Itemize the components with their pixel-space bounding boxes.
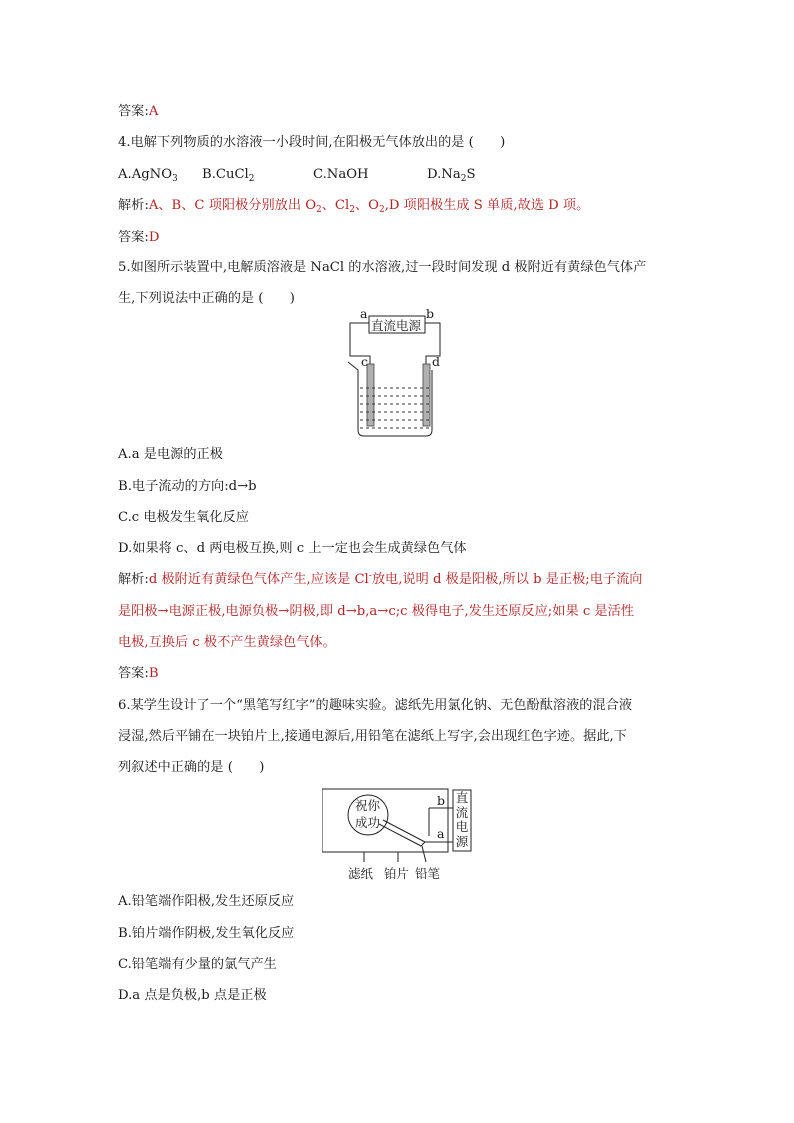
- q6-stem-line1: 6.某学生设计了一个“黑笔写红字”的趣味实验。滤纸先用氯化钠、无色酚酞溶液的混合液: [118, 698, 632, 713]
- electrode-c-label: c: [361, 354, 369, 369]
- q4-analysis: 解析:A、B、C 项阳极分别放出 $O_2$、$Cl_2$、$O_2,D$ 项阳极生成 S 单质,故选 D 项。: [118, 198, 590, 215]
- filter-paper-label: 滤纸: [348, 866, 374, 881]
- q5-stem-line1: 5.如图所示装置中,电解质溶液是 NaCl 的水溶液,过一段时间发现 d 极附近有黄绿色气体产: [118, 260, 647, 275]
- point-b-label: b: [437, 793, 446, 808]
- q4-option-a: A.AgNO$_3$: [118, 167, 178, 184]
- q3-answer: 答案:A: [118, 104, 159, 119]
- q5-analysis-line1: 解析:d 极附近有黄绿色气体产生,应该是 Cl-放电,说明 d 极是阳极,所以 b 是正极;电子流向: [118, 571, 643, 587]
- q4-stem: 4.电解下列物质的水溶液一小段时间,在阳极无气体放出的是 ( ): [118, 135, 506, 150]
- q4-option-b: B.CuCl$_2$: [202, 167, 255, 184]
- terminal-b-label: b: [426, 306, 435, 321]
- q6-stem-line3: 列叙述中正确的是 ( ): [118, 760, 265, 775]
- q4-option-c: C.NaOH: [313, 167, 369, 182]
- point-a-label: a: [437, 826, 445, 841]
- q6-option-b: B.铂片端作阴极,发生氧化反应: [118, 926, 295, 941]
- q5-answer: 答案:B: [118, 666, 159, 681]
- q5-option-c: C.c 电极发生氧化反应: [118, 510, 249, 525]
- q6-option-d: D.a 点是负极,b 点是正极: [118, 988, 267, 1003]
- written-text-line2: 成功: [355, 815, 381, 830]
- q5-option-d: D.如果将 c、d 两电极互换,则 c 上一定也会生成黄绿色气体: [118, 541, 467, 556]
- power-supply-label: 直流电源: [371, 318, 422, 333]
- q5-figure: [340, 306, 450, 442]
- power-supply-vertical-label: 直 流 电 源: [455, 790, 469, 849]
- written-text-line1: 祝你: [355, 798, 381, 813]
- q5-option-a: A.a 是电源的正极: [118, 447, 223, 462]
- terminal-a-label: a: [360, 306, 368, 321]
- electrode-d-label: d: [432, 354, 441, 369]
- q5-analysis-line2: 是阳极→电源正极,电源负极→阴极,即 d→b,a→c;c 极得电子,发生还原反应;如果 c 是活性: [118, 604, 634, 619]
- platinum-sheet-label: 铂片: [384, 866, 410, 881]
- q6-stem-line2: 浸湿,然后平铺在一块铂片上,接通电源后,用铅笔在滤纸上写字,会出现红色字迹。据此,下: [118, 729, 627, 744]
- q5-option-b: B.电子流动的方向:d→b: [118, 479, 257, 494]
- q6-option-c: C.铅笔端有少量的氯气产生: [118, 957, 277, 972]
- pencil-label: 铅笔: [415, 866, 441, 881]
- q5-stem-line2: 生,下列说法中正确的是 ( ): [118, 291, 295, 306]
- q5-analysis-line3: 电极,互换后 c 极不产生黄绿色气体。: [118, 635, 336, 650]
- q4-answer: 答案:D: [118, 230, 160, 245]
- q6-figure: [322, 786, 482, 886]
- q4-option-d: $D.Na_2S$: [427, 167, 476, 184]
- q6-option-a: A.铅笔端作阳极,发生还原反应: [118, 894, 295, 909]
